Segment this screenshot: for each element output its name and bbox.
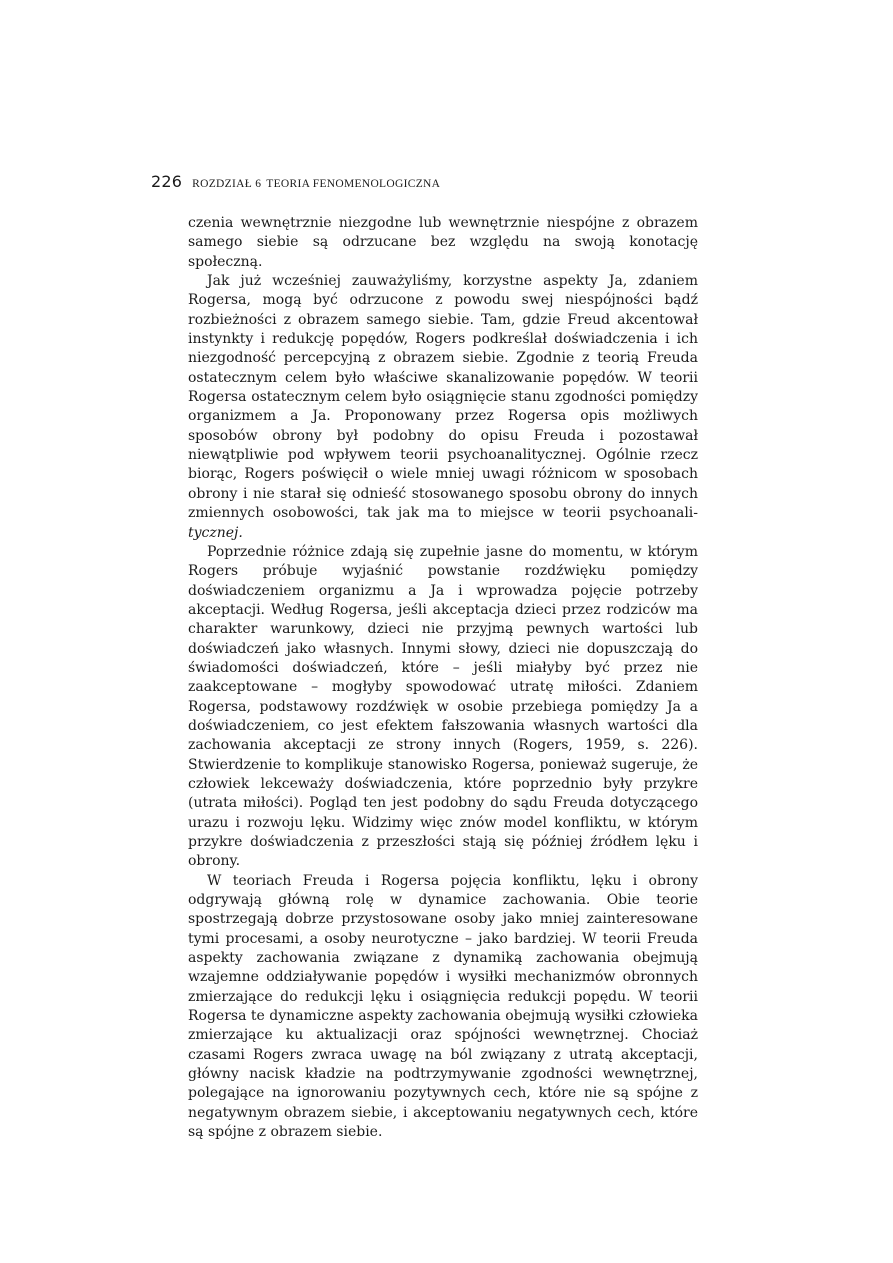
chapter-title: TEORIA FENOMENOLOGICZNA bbox=[266, 178, 441, 190]
body-text bbox=[188, 214, 698, 1143]
paragraph-2-text: Jak już wcześniej zauważyliśmy, korzystne aspekty Ja, zdaniem Rogersa, mogą być odrzucone z powodu swej niespójności bądź rozbieżności z obrazem samego siebie. Tam, gdzie Freud akcentował instynkty i redukcję popędów, Rogers podkreślał doświadczenia i ich niezgodność percepcyjną z obrazem siebie. Zgodnie z teorią Freuda ostatecznym celem było właściwe skanalizowanie popędów. W teorii Rogersa ostatecznym celem było osiągnięcie stanu zgodności pomiędzy organizmem a Ja. Proponowany przez Rogersa opis możliwych sposobów obrony był podobny do opisu Freuda i pozostawał niewątpliwie pod wpływem teorii psychoanalitycznej. Ogólnie rzecz biorąc, Rogers poświęcił o wiele mniej uwagi różnicom w sposobach obrony i nie starał się odnieść stosowanego sposobu obrony do innych zmiennych osobowości, tak jak ma to miejsce w teorii psychoanali- bbox=[188, 273, 698, 522]
page-number: 226 bbox=[151, 172, 183, 191]
chapter-label: ROZDZIAŁ 6 bbox=[192, 178, 262, 190]
paragraph-2-italic-tail: tycznej. bbox=[188, 524, 243, 541]
running-header bbox=[151, 172, 711, 191]
paragraph-4: W teoriach Freuda i Rogersa pojęcia konfliktu, lęku i obrony odgrywają główną rolę w dynamice zachowania. Obie teorie spostrzegają dobrze przystosowane osoby jako mniej zainteresowane tymi procesami, a osoby neurotyczne – jako bardziej. W teorii Freuda aspekty zachowania związane z dynamiką zachowania obejmują wzajemne oddziaływanie popędów i wysiłki mechanizmów obronnych zmierzające do redukcji lęku i osiągnięcia redukcji popędu. W teorii Rogersa te dynamiczne aspekty zachowania obejmują wysiłki człowieka zmierzające ku aktualizacji oraz spójności wewnętrznej. Chociaż czasami Rogers zwraca uwagę na ból związany z utratą akceptacji, główny nacisk kładzie na podtrzymywanie zgodności wewnętrznej, polegające na ignorowaniu pozytywnych cech, które nie są spójne z negatywnym obrazem siebie, i akceptowaniu negatywnych cech, które są spójne z obrazem siebie. bbox=[188, 872, 698, 1141]
paragraph-2 bbox=[188, 272, 698, 543]
paragraph-3: Poprzednie różnice zdają się zupełnie jasne do momentu, w którym Rogers próbuje wyjaśnić powstanie rozdźwięku pomiędzy doświadczeniem organizmu a Ja i wprowadza pojęcie potrzeby akceptacji. Według Rogersa, jeśli akceptacja dzieci przez rodziców ma charakter warunkowy, dzieci nie przyjmą pewnych wartości lub doświadczeń jako własnych. Innymi słowy, dzieci nie dopuszczają do świadomości doświadczeń, które – jeśli miałyby być przez nie zaakceptowane – mogłyby spowodować utratę miłości. Zdaniem Rogersa, podstawowy rozdźwięk w osobie przebiega pomiędzy Ja a doświadczeniem, co jest efektem fałszowania własnych wartości dla zachowania akceptacji ze strony innych (Rogers, 1959, s. 226). Stwierdzenie to komplikuje stanowisko Rogersa, ponieważ sugeruje, że człowiek lekceważy doświadczenia, które poprzednio były przykre (utrata miłości). Pogląd ten jest podobny do sądu Freuda dotyczącego urazu i rozwoju lęku. Widzimy więc znów model konfliktu, w którym przykre doświadczenia z przeszłości stają się później źródłem lęku i obrony. bbox=[188, 543, 698, 870]
paragraph-1: czenia wewnętrznie niezgodne lub wewnętrznie niespójne z obrazem samego siebie są odrzucane bez względu na swoją konotację społeczną. bbox=[188, 215, 698, 270]
running-head bbox=[192, 178, 440, 190]
